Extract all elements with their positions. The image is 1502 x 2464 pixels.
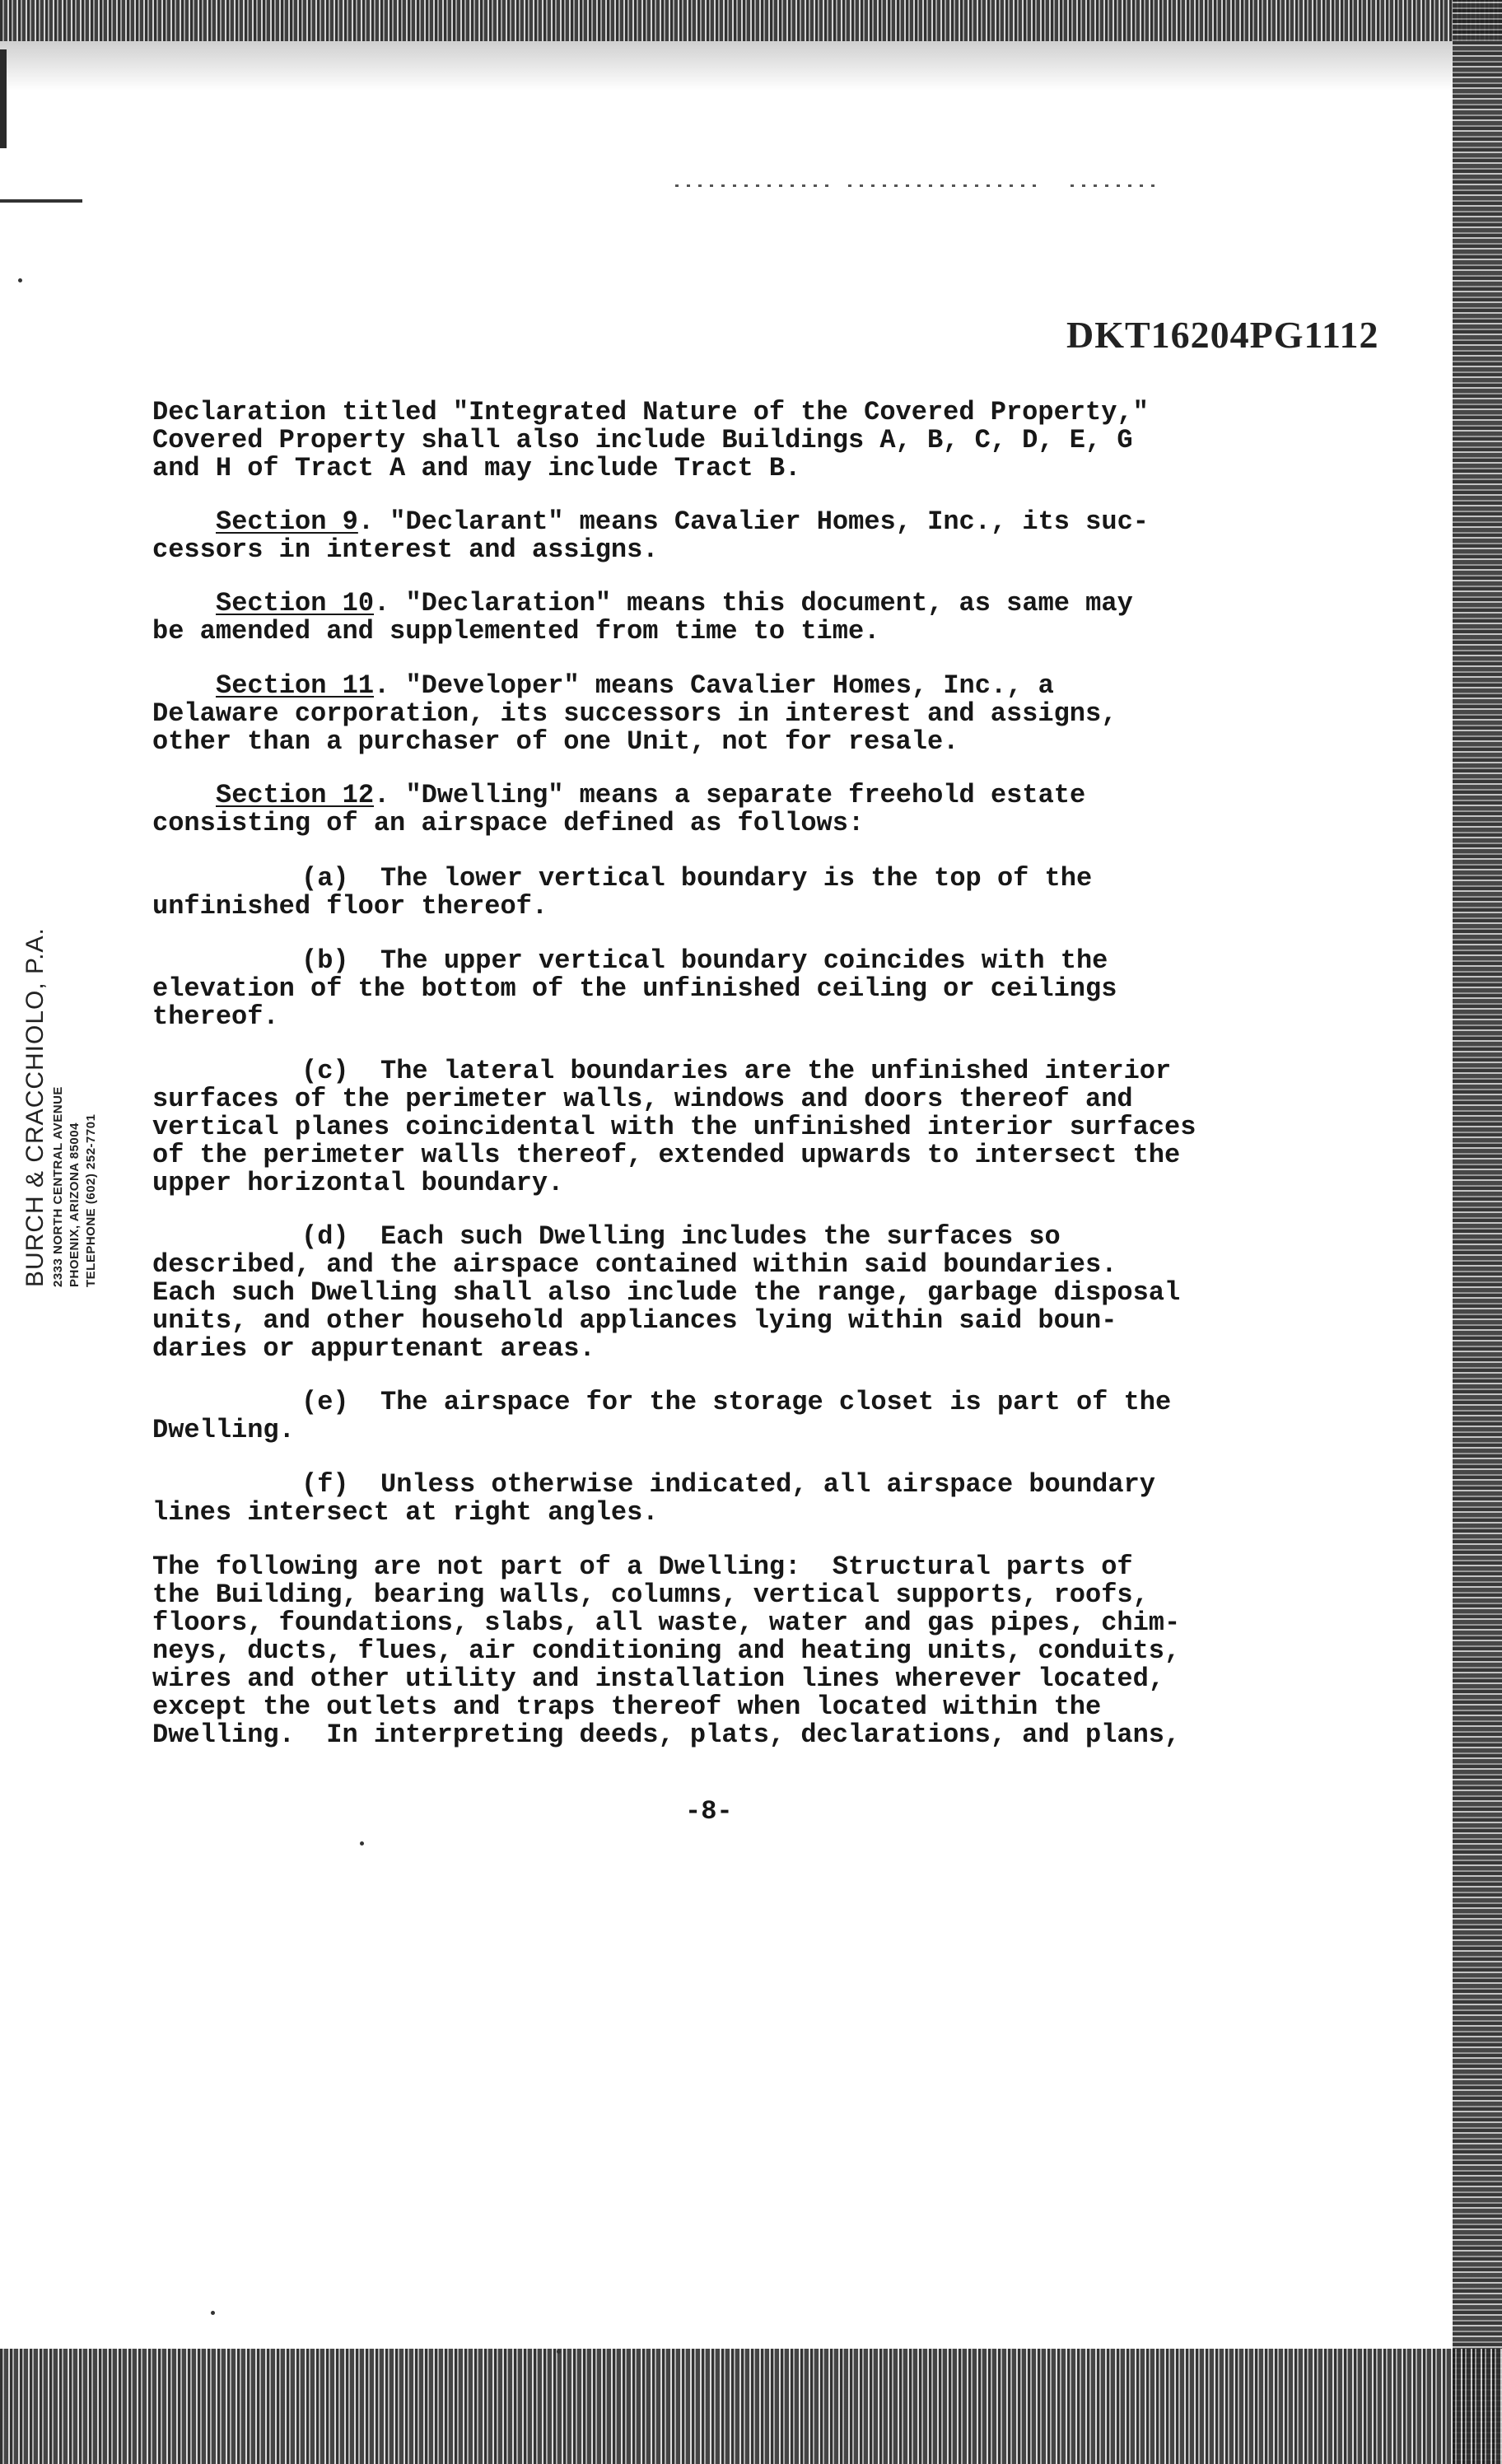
text-line: (a) The lower vertical boundary is the top of the — [301, 863, 1093, 894]
page-number: -8- — [685, 1796, 733, 1827]
scan-edge-bottom — [0, 2349, 1502, 2464]
scan-speck-line — [1071, 184, 1161, 187]
section-12-label: Section 12 — [216, 780, 375, 810]
text-line: Dwelling. — [152, 1415, 295, 1445]
scan-speck-line — [848, 184, 1038, 187]
section-12-heading — [216, 782, 1085, 810]
text-line: and H of Tract A and may include Tract B. — [152, 453, 801, 483]
text-line: thereof. — [152, 1001, 279, 1032]
docket-number: DKT16204PG1112 — [1066, 314, 1379, 356]
text-line: lines intersect at right angles. — [152, 1497, 659, 1528]
text-line: floors, foundations, slabs, all waste, water and gas pipes, chim- — [152, 1608, 1181, 1638]
scan-edge-top — [0, 0, 1502, 41]
text-line: described, and the airspace contained within said boundaries. — [152, 1249, 1117, 1280]
text-line: Delaware corporation, its successors in interest and assigns, — [152, 698, 1117, 729]
section-11-heading — [216, 672, 1054, 700]
section-10-text: . "Declaration" means this document, as same may — [374, 588, 1133, 618]
text-line: neys, ducts, flues, air conditioning and heating units, conduits, — [152, 1636, 1181, 1666]
scan-speck — [211, 2311, 215, 2315]
text-line: daries or appurtenant areas. — [152, 1333, 595, 1364]
text-line: consisting of an airspace defined as follows: — [152, 808, 865, 838]
section-9-label: Section 9 — [216, 506, 358, 537]
text-line: of the perimeter walls thereof, extended upwards to intersect the — [152, 1140, 1181, 1170]
text-line: surfaces of the perimeter walls, windows and doors thereof and — [152, 1084, 1133, 1114]
text-line: other than a purchaser of one Unit, not for resale. — [152, 726, 959, 757]
text-line: except the outlets and traps thereof when located within the — [152, 1692, 1102, 1722]
section-12-text: . "Dwelling" means a separate freehold estate — [374, 780, 1086, 810]
scan-edge-left-mark — [0, 49, 7, 148]
text-line: (f) Unless otherwise indicated, all airspace boundary — [301, 1469, 1155, 1500]
section-11-text: . "Developer" means Cavalier Homes, Inc., a — [374, 670, 1054, 701]
text-line: Covered Property shall also include Buildings A, B, C, D, E, G — [152, 425, 1133, 455]
text-line: (b) The upper vertical boundary coincides with the — [301, 945, 1108, 976]
section-9-text: . "Declarant" means Cavalier Homes, Inc., its suc- — [357, 506, 1149, 537]
scan-speck — [557, 2350, 561, 2354]
firm-address: 2333 NORTH CENTRAL AVENUE — [51, 1086, 65, 1287]
text-line: be amended and supplemented from time to time. — [152, 616, 880, 646]
text-line: unfinished floor thereof. — [152, 891, 548, 922]
section-11-label: Section 11 — [216, 670, 375, 701]
text-line: The following are not part of a Dwelling: Structural parts of — [152, 1552, 1133, 1582]
section-9-heading — [216, 508, 1149, 536]
text-line: upper horizontal boundary. — [152, 1168, 564, 1198]
scan-edge-right — [1453, 0, 1502, 2464]
text-line: (c) The lateral boundaries are the unfinished interior — [301, 1056, 1172, 1086]
scan-speck — [360, 1841, 364, 1846]
scan-edge-top-shadow — [0, 41, 1502, 91]
text-line: Dwelling. In interpreting deeds, plats, declarations, and plans, — [152, 1720, 1181, 1750]
firm-name: BURCH & CRACCHIOLO, P.A. — [21, 927, 49, 1287]
scan-speck — [18, 278, 22, 282]
text-line: Each such Dwelling shall also include the range, garbage disposal — [152, 1277, 1181, 1308]
firm-telephone: TELEPHONE (602) 252-7701 — [84, 1113, 98, 1287]
scan-speck-line — [675, 184, 832, 187]
text-line: (d) Each such Dwelling includes the surfaces so — [301, 1221, 1061, 1252]
text-line: elevation of the bottom of the unfinished ceiling or ceilings — [152, 973, 1117, 1004]
section-10-heading — [216, 590, 1133, 618]
section-10-label: Section 10 — [216, 588, 375, 618]
firm-city: PHOENIX, ARIZONA 85004 — [68, 1122, 82, 1287]
text-line: vertical planes coincidental with the unfinished interior surfaces — [152, 1112, 1196, 1142]
text-line: the Building, bearing walls, columns, vertical supports, roofs, — [152, 1580, 1149, 1610]
text-line: cessors in interest and assigns. — [152, 534, 659, 565]
text-line: Declaration titled "Integrated Nature of the Covered Property," — [152, 397, 1149, 427]
scan-edge-left-line — [0, 199, 82, 203]
text-line: (e) The airspace for the storage closet is part of the — [301, 1387, 1172, 1417]
text-line: wires and other utility and installation lines wherever located, — [152, 1664, 1164, 1694]
text-line: units, and other household appliances lying within said boun- — [152, 1305, 1117, 1336]
